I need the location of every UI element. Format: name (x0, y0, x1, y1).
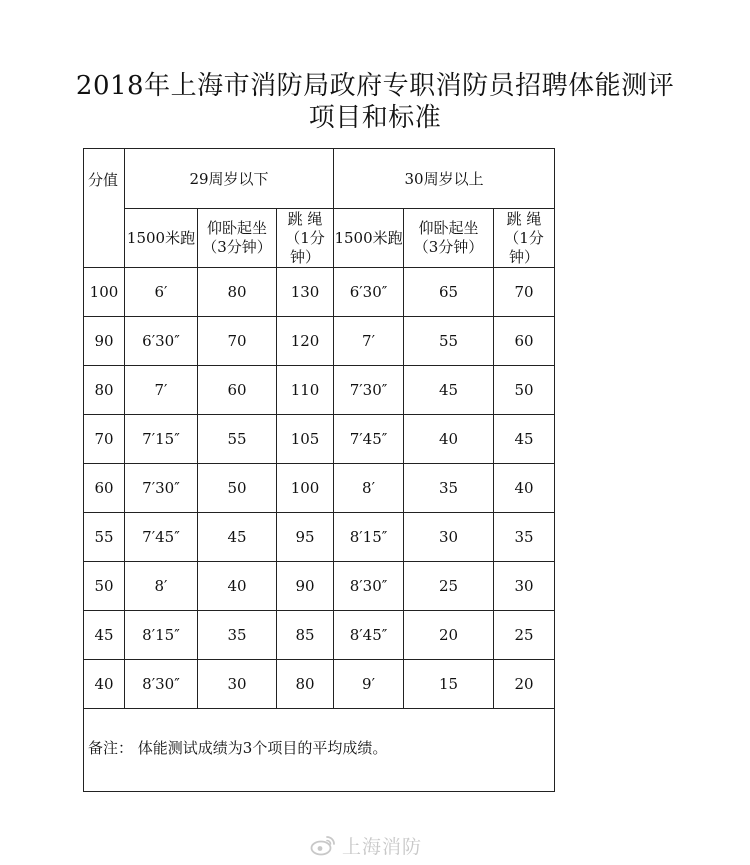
item-header (404, 209, 494, 268)
note-row (84, 709, 555, 792)
item-header (494, 209, 555, 268)
table-cell: 8′45″ (334, 611, 404, 660)
item-header (334, 209, 404, 268)
table-cell: 8′30″ (125, 660, 198, 709)
table-cell: 90 (277, 562, 334, 611)
table-cell: 45 (198, 513, 277, 562)
table-cell: 7′45″ (125, 513, 198, 562)
note-cell (84, 709, 555, 792)
table-cell: 130 (277, 268, 334, 317)
score-cell: 90 (84, 317, 125, 366)
table-cell: 7′ (125, 366, 198, 415)
table-cell: 45 (404, 366, 494, 415)
item-header-name: 1500米跑 (126, 228, 196, 247)
table-cell: 9′ (334, 660, 404, 709)
score-header: 分值 (84, 149, 125, 268)
table-cell: 35 (404, 464, 494, 513)
table-cell: 30 (198, 660, 277, 709)
note-text: 备注： 体能测试成绩为3个项目的平均成绩。 (88, 739, 388, 757)
table-cell: 110 (277, 366, 334, 415)
item-header-name: 跳 绳 (287, 209, 323, 228)
table-cell: 6′ (125, 268, 198, 317)
table-cell: 35 (198, 611, 277, 660)
header-row-items (84, 209, 555, 268)
table-cell: 80 (277, 660, 334, 709)
item-header (125, 209, 198, 268)
item-header-name: 跳 绳 (506, 209, 542, 228)
table-cell: 25 (494, 611, 555, 660)
score-cell: 60 (84, 464, 125, 513)
table-cell: 30 (494, 562, 555, 611)
document-title-line2: 项目和标准 (308, 103, 442, 133)
table-cell: 70 (494, 268, 555, 317)
table-row (84, 562, 555, 611)
fitness-standards-table (83, 148, 555, 792)
table-cell: 8′ (125, 562, 198, 611)
table-cell: 20 (494, 660, 555, 709)
header-row-groups (84, 149, 555, 209)
group-header-under-29: 29周岁以下 (125, 149, 334, 209)
table-row (84, 660, 555, 709)
score-cell: 80 (84, 366, 125, 415)
table-cell: 45 (494, 415, 555, 464)
table-cell: 7′45″ (334, 415, 404, 464)
weibo-icon (310, 834, 336, 856)
table-cell: 65 (404, 268, 494, 317)
table-cell: 50 (198, 464, 277, 513)
table-cell: 40 (198, 562, 277, 611)
table-row (84, 268, 555, 317)
item-header-duration: （1分钟） (504, 228, 544, 266)
score-cell: 45 (84, 611, 125, 660)
table-cell: 20 (404, 611, 494, 660)
table-cell: 85 (277, 611, 334, 660)
item-header-name: 仰卧起坐 (418, 219, 479, 237)
table-cell: 105 (277, 415, 334, 464)
table-row (84, 317, 555, 366)
table-row (84, 464, 555, 513)
table-cell: 8′15″ (125, 611, 198, 660)
table-cell: 15 (404, 660, 494, 709)
table-row (84, 415, 555, 464)
table-cell: 70 (198, 317, 277, 366)
item-header-duration: （3分钟） (413, 238, 484, 256)
watermark-text: 上海消防 (342, 835, 423, 858)
item-header-name: 仰卧起坐 (206, 219, 267, 237)
item-header (198, 209, 277, 268)
weibo-watermark (310, 832, 422, 858)
item-header-duration: （3分钟） (202, 238, 272, 256)
table-cell: 60 (494, 317, 555, 366)
table-cell: 40 (404, 415, 494, 464)
score-cell: 50 (84, 562, 125, 611)
table-cell: 8′30″ (334, 562, 404, 611)
score-cell: 55 (84, 513, 125, 562)
score-cell: 40 (84, 660, 125, 709)
table-cell: 30 (404, 513, 494, 562)
table-cell: 100 (277, 464, 334, 513)
table-cell: 60 (198, 366, 277, 415)
table-cell: 80 (198, 268, 277, 317)
item-header-name: 1500米跑 (334, 228, 403, 247)
table-cell: 25 (404, 562, 494, 611)
table-cell: 55 (198, 415, 277, 464)
table-row (84, 366, 555, 415)
table-cell: 40 (494, 464, 555, 513)
item-header-duration: （1分钟） (285, 228, 325, 266)
group-header-over-30: 30周岁以上 (334, 149, 555, 209)
score-cell: 100 (84, 268, 125, 317)
table-cell: 7′ (334, 317, 404, 366)
table-cell: 8′15″ (334, 513, 404, 562)
table-cell: 55 (404, 317, 494, 366)
document-title-line1: 2018年上海市消防局政府专职消防员招聘体能测评 (75, 71, 675, 101)
table-cell: 120 (277, 317, 334, 366)
score-cell: 70 (84, 415, 125, 464)
table-row (84, 513, 555, 562)
table-cell: 35 (494, 513, 555, 562)
item-header (277, 209, 334, 268)
table-cell: 7′30″ (334, 366, 404, 415)
table-row (84, 611, 555, 660)
table-cell: 7′15″ (125, 415, 198, 464)
table-cell: 6′30″ (125, 317, 198, 366)
table-cell: 8′ (334, 464, 404, 513)
table-cell: 6′30″ (334, 268, 404, 317)
table-cell: 95 (277, 513, 334, 562)
table-cell: 7′30″ (125, 464, 198, 513)
table-cell: 50 (494, 366, 555, 415)
